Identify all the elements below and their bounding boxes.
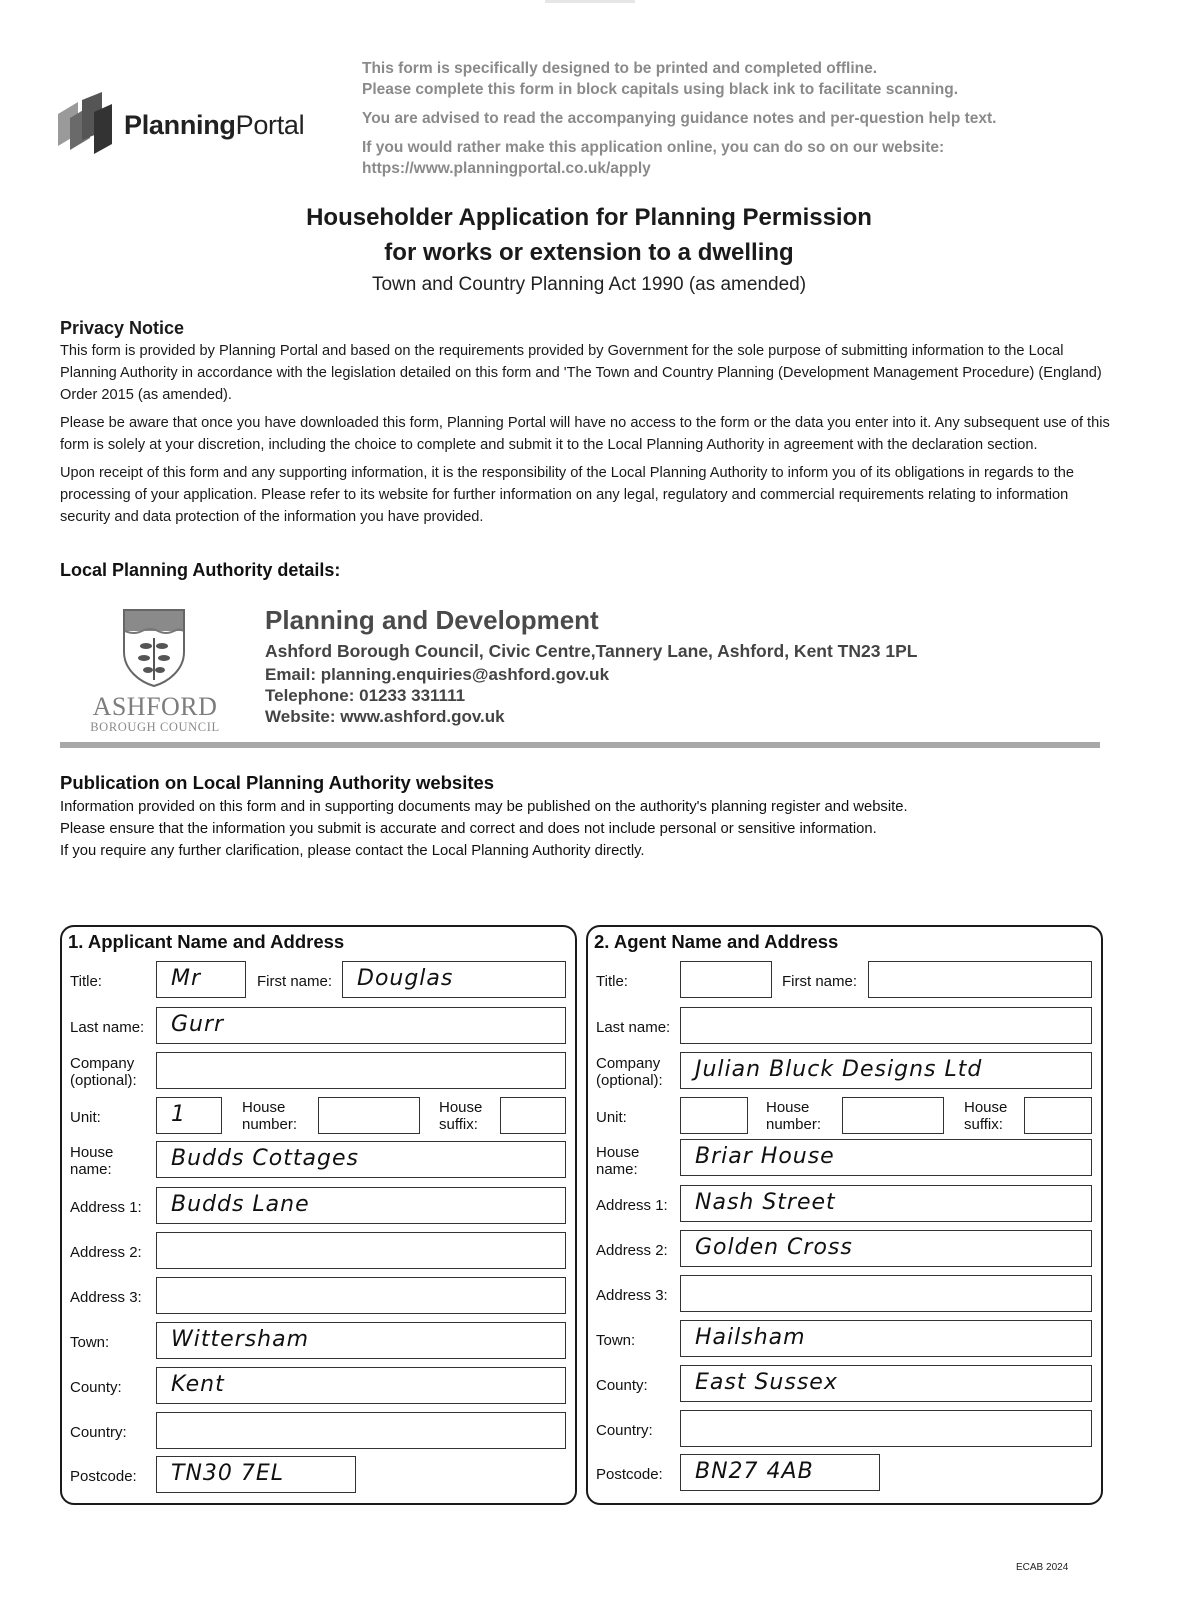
county-label: County:	[70, 1379, 122, 1396]
agent-address2-field[interactable]: Golden Cross	[680, 1230, 1092, 1267]
agent-last-name-field[interactable]	[680, 1007, 1092, 1044]
applicant-country-field[interactable]	[156, 1412, 566, 1449]
applicant-unit-field[interactable]: 1	[156, 1097, 222, 1134]
agent-postcode-field[interactable]: BN27 4AB	[680, 1454, 880, 1491]
applicant-first-name-field[interactable]: Douglas	[342, 961, 566, 998]
agent-title-field[interactable]	[680, 961, 772, 998]
ashford-subtitle: BOROUGH COUNCIL	[90, 720, 220, 734]
first-name-label: First name:	[257, 973, 333, 990]
address1-label: Address 1:	[596, 1197, 668, 1214]
title-label: Title:	[596, 973, 628, 990]
planning-portal-logo-icon	[56, 92, 114, 158]
address2-label: Address 2:	[70, 1244, 142, 1261]
unit-label: Unit:	[70, 1109, 101, 1126]
lpa-heading: Local Planning Authority details:	[60, 560, 341, 580]
ashford-crest-icon	[120, 608, 188, 688]
section-divider	[60, 742, 1100, 748]
lpa-department: Planning and Development	[265, 605, 599, 635]
postcode-label: Postcode:	[596, 1466, 663, 1483]
house-number-label: House number:	[766, 1099, 822, 1133]
agent-address3-field[interactable]	[680, 1275, 1092, 1312]
form-title: Householder Application for Planning Permission for works or extension to a dwelling Town and Country Planning Act 1990 (as amended)	[0, 200, 1178, 300]
house-number-label: House number:	[242, 1099, 298, 1133]
publication-notice: Publication on Local Planning Authority websites Information provided on this form and in supporting documents may be published on the authority's planning register and website. Please ensure that the information you submit is accurate and correct and does not include personal or sensitive information. If you require any further clarification, please contact the Local Planning Authority directly.	[60, 770, 1110, 862]
postcode-label: Postcode:	[70, 1468, 137, 1485]
applicant-county-field[interactable]: Kent	[156, 1367, 566, 1404]
applicant-house-suffix-field[interactable]	[500, 1097, 566, 1134]
agent-first-name-field[interactable]	[868, 961, 1092, 998]
applicant-house-number-field[interactable]	[318, 1097, 420, 1134]
house-name-label: House name:	[596, 1144, 640, 1178]
address3-label: Address 3:	[596, 1287, 668, 1304]
privacy-notice: Privacy Notice This form is provided by Planning Portal and based on the requirements provided by Government for the sole purpose of submitting information to the Local Planning Authority in accordance with the legislation detailed on this form and 'The Town and Country Planning (Development Management Procedure) (England) Order 2015 (as amended). Please be aware that once you have downloaded this form, Planning Portal will have no access to the form or the data you enter into it. Any subsequent use of this form is solely at your discretion, including the choice to complete and submit it to the Local Planning Authority in agreement with the declaration section. Upon receipt of this form and any supporting information, it is the responsibility of the Local Planning Authority to inform you of its obligations in regards to the processing of your application. Please refer to its website for further information on any legal, regulatory and commercial requirements relating to information security and data protection of the information you have provided.	[60, 318, 1110, 525]
applicant-title-field[interactable]: Mr	[156, 961, 246, 998]
town-label: Town:	[596, 1332, 636, 1349]
agent-country-field[interactable]	[680, 1410, 1092, 1447]
agent-county-field[interactable]: East Sussex	[680, 1365, 1092, 1402]
agent-company-field[interactable]: Julian Bluck Designs Ltd	[680, 1052, 1092, 1089]
applicant-postcode-field[interactable]: TN30 7EL	[156, 1456, 356, 1493]
country-label: Country:	[70, 1424, 127, 1441]
lpa-details	[75, 605, 1115, 738]
town-label: Town:	[70, 1334, 110, 1351]
county-label: County:	[596, 1377, 648, 1394]
lpa-telephone: Telephone: 01233 331111	[265, 686, 466, 705]
agent-house-number-field[interactable]	[842, 1097, 944, 1134]
applicant-address3-field[interactable]	[156, 1277, 566, 1314]
ashford-wordmark: ASHFORD	[92, 692, 218, 721]
applicant-section	[60, 925, 577, 1505]
house-suffix-label: House suffix:	[964, 1099, 1008, 1133]
form-code: ECAB 2024	[1016, 1562, 1069, 1573]
agent-town-field[interactable]: Hailsham	[680, 1320, 1092, 1357]
agent-house-suffix-field[interactable]	[1024, 1097, 1092, 1134]
applicant-town-field[interactable]: Wittersham	[156, 1322, 566, 1359]
unit-label: Unit:	[596, 1109, 627, 1126]
act-subtitle: Town and Country Planning Act 1990 (as amended)	[371, 274, 807, 295]
address1-label: Address 1:	[70, 1199, 142, 1216]
house-suffix-label: House suffix:	[439, 1099, 483, 1133]
applicant-heading: 1. Applicant Name and Address	[68, 931, 345, 952]
lpa-address: Ashford Borough Council, Civic Centre,Tannery Lane, Ashford, Kent TN23 1PL	[265, 641, 918, 661]
last-name-label: Last name:	[596, 1019, 671, 1036]
logo-wordmark: PlanningPortal	[124, 109, 305, 140]
title-label: Title:	[70, 973, 102, 990]
last-name-label: Last name:	[70, 1019, 145, 1036]
house-name-label: House name:	[70, 1144, 114, 1178]
company-label: Company (optional):	[596, 1055, 663, 1089]
privacy-heading: Privacy Notice	[60, 318, 185, 338]
applicant-address2-field[interactable]	[156, 1232, 566, 1269]
publication-heading: Publication on Local Planning Authority websites	[60, 772, 495, 793]
offline-form-notice: This form is specifically designed to be printed and completed offline. Please complete this form in block capitals using black ink to facilitate scanning. You are advised to read the accompanying guidance notes and per-question help text. If you would rather make this application online, you can do so on our website: https://www.planningportal.co.uk/apply	[362, 60, 997, 177]
address2-label: Address 2:	[596, 1242, 668, 1259]
agent-heading: 2. Agent Name and Address	[594, 931, 839, 952]
applicant-last-name-field[interactable]: Gurr	[156, 1007, 566, 1044]
agent-unit-field[interactable]	[680, 1097, 748, 1134]
agent-house-name-field[interactable]: Briar House	[680, 1139, 1092, 1176]
planning-portal-logo	[56, 92, 304, 158]
agent-section	[586, 925, 1103, 1505]
applicant-address1-field[interactable]: Budds Lane	[156, 1187, 566, 1224]
country-label: Country:	[596, 1422, 653, 1439]
applicant-house-name-field[interactable]: Budds Cottages	[156, 1141, 566, 1178]
apply-url: https://www.planningportal.co.uk/apply	[362, 160, 651, 177]
first-name-label: First name:	[782, 973, 858, 990]
scan-mark	[545, 0, 635, 3]
applicant-company-field[interactable]	[156, 1052, 566, 1089]
company-label: Company (optional):	[70, 1055, 137, 1089]
lpa-website: Website: www.ashford.gov.uk	[265, 707, 505, 726]
address3-label: Address 3:	[70, 1289, 142, 1306]
lpa-email: Email: planning.enquiries@ashford.gov.uk	[265, 665, 610, 684]
agent-address1-field[interactable]: Nash Street	[680, 1185, 1092, 1222]
